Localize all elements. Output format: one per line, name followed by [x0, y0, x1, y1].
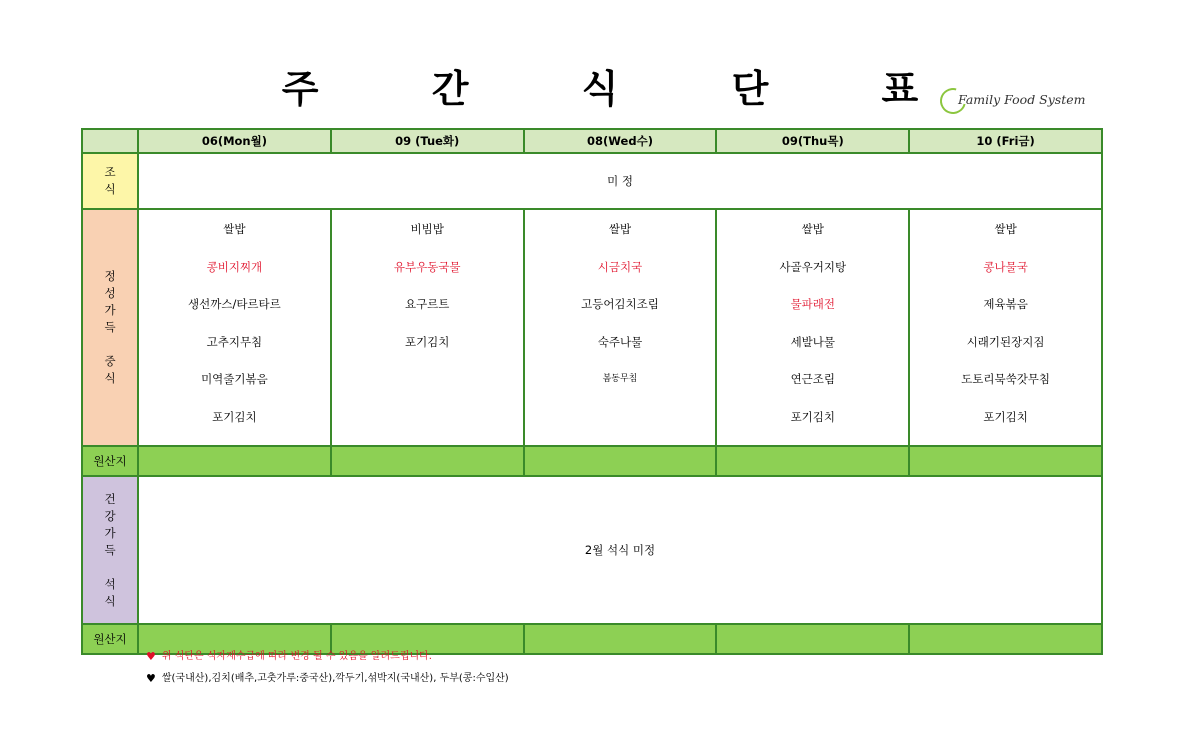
menu-item: 연근조림	[790, 372, 835, 386]
breakfast-label-char: 식	[104, 182, 116, 196]
lunch-cell-thu	[716, 209, 909, 446]
dinner-origin-label: 원산지	[82, 624, 138, 654]
lunch-row	[82, 209, 1102, 446]
menu-item: 도토리묵쑥갓무침	[961, 372, 1051, 386]
lunch-cell-mon	[138, 209, 331, 446]
menu-item: 제육볶음	[983, 297, 1028, 311]
breakfast-content: 미 정	[138, 153, 1102, 209]
menu-item: 세발나물	[790, 334, 835, 349]
lunch-origin-row	[82, 446, 1102, 476]
note-text: 쌀(국내산),김치(배추,고춧가루:중국산),깍두기,섞박지(국내산), 두부(콩:수입산)	[161, 673, 509, 684]
menu-item: 고추지무침	[206, 334, 263, 349]
origin-cell	[524, 624, 717, 654]
menu-item: 포기김치	[790, 409, 835, 424]
dinner-label-char	[83, 559, 137, 576]
menu-item: 포기김치	[212, 409, 257, 424]
dinner-label-char: 석	[104, 576, 116, 591]
menu-item: 숙주나물	[597, 334, 643, 349]
menu-item: 쌀밥	[801, 222, 824, 236]
day-header-fri: 10 (Fri금)	[909, 129, 1102, 153]
header-corner	[82, 129, 138, 153]
lunch-label-char: 중	[104, 354, 116, 368]
lunch-label-char: 식	[104, 371, 116, 385]
note-text: 위 식단은 식자재수급에 따라 변경 될 수 있음을 알려드립니다.	[161, 651, 432, 662]
notes	[146, 646, 509, 690]
origin-cell	[909, 624, 1102, 654]
lunch-label-char: 득	[104, 320, 116, 334]
menu-item: 쌀밥	[994, 222, 1017, 236]
menu-item: 비빔밥	[410, 222, 444, 236]
page-title: 주 간 식 단 표	[281, 67, 969, 111]
menu-item: 포기김치	[404, 334, 450, 349]
menu-item: 콩나물국	[983, 259, 1028, 274]
note-item	[146, 646, 509, 668]
menu-item: 요구르트	[404, 297, 450, 311]
note-item	[146, 668, 509, 690]
dinner-label	[82, 476, 138, 624]
origin-cell	[716, 446, 909, 476]
menu-item: 유부우동국물	[393, 259, 461, 274]
day-header-thu: 09(Thu목)	[716, 129, 909, 153]
lunch-cell-wed	[524, 209, 717, 446]
lunch-label-char: 가	[104, 303, 116, 317]
header-row	[82, 129, 1102, 153]
lunch-label-char: 정	[104, 269, 116, 283]
heart-icon: ♥	[146, 650, 156, 663]
dinner-row	[82, 476, 1102, 624]
family-food-system-logo	[940, 86, 1100, 116]
lunch-label	[82, 209, 138, 446]
origin-cell	[909, 446, 1102, 476]
origin-cell	[524, 446, 717, 476]
menu-item: 시금치국	[597, 259, 643, 274]
menu-item: 고등어김치조림	[581, 297, 659, 311]
origin-cell	[138, 446, 331, 476]
lunch-cell-tue	[331, 209, 524, 446]
day-header-mon: 06(Mon월)	[138, 129, 331, 153]
menu-item: 사골우거지탕	[779, 259, 847, 274]
heart-icon: ♥	[146, 672, 156, 685]
day-header-wed: 08(Wed수)	[524, 129, 717, 153]
menu-item: 쌀밥	[608, 222, 632, 236]
dinner-label-char: 득	[104, 542, 116, 557]
dinner-label-char: 가	[104, 525, 116, 540]
breakfast-row	[82, 153, 1102, 209]
origin-cell	[331, 446, 524, 476]
lunch-origin-label: 원산지	[82, 446, 138, 476]
menu-item: 물파래전	[790, 297, 835, 311]
day-header-tue: 09 (Tue화)	[331, 129, 524, 153]
menu-item: 미역줄기볶음	[201, 372, 268, 386]
lunch-label-char: 성	[104, 286, 116, 300]
menu-item: 콩비지찌개	[206, 259, 263, 274]
weekly-menu-table	[81, 128, 1103, 655]
lunch-cell-fri	[909, 209, 1102, 446]
breakfast-label	[82, 153, 138, 209]
menu-item: 봄동무침	[602, 374, 638, 384]
logo-text: Family Food System	[958, 92, 1086, 107]
menu-item: 시래기된장지짐	[966, 334, 1045, 349]
origin-cell	[716, 624, 909, 654]
breakfast-label-char: 조	[104, 165, 116, 179]
menu-item: 포기김치	[983, 409, 1028, 424]
dinner-label-char: 건	[104, 491, 116, 506]
menu-item: 생선까스/타르타르	[188, 297, 281, 311]
menu-item: 쌀밥	[223, 222, 246, 236]
dinner-label-char: 강	[104, 508, 116, 523]
lunch-label-char	[83, 336, 137, 353]
dinner-label-char: 식	[104, 593, 116, 608]
dinner-content: 2월 석식 미정	[138, 476, 1102, 624]
